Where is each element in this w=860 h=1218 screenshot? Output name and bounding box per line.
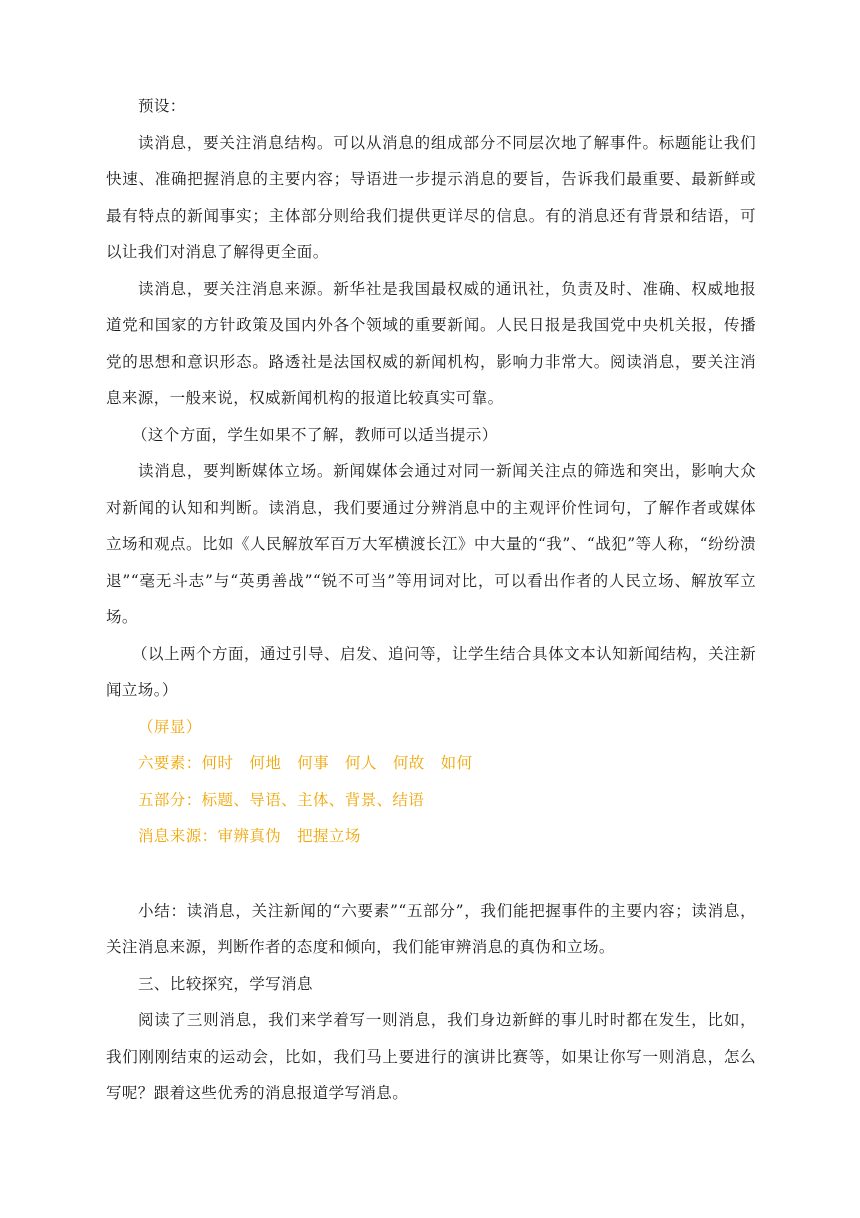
five-parts-line: 五部分：标题、导语、主体、背景、结语 xyxy=(138,790,425,809)
source-line xyxy=(106,818,756,855)
screen-display-label: （屏显） xyxy=(138,717,202,736)
element-when: 何时 xyxy=(201,754,234,772)
paragraph-structure: 读消息，要关注消息结构。可以从消息的组成部分不同层次地了解事件。标题能让我们快速、准确把握消息的主要内容；导语进一步提示消息的要旨，告诉我们最重要、最新鲜或最有特点的新闻事实；主体部分则给我们提供更详尽的信息。有的消息还有背景和结语，可以让我们对消息了解得更全面。 xyxy=(106,133,756,261)
paragraph-source: 读消息，要关注消息来源。新华社是我国最权威的通讯社，负责及时、准确、权威地报道党和国家的方针政策及国内外各个领域的重要新闻。人民日报是我国党中央机关报，传播党的思想和意识形态。路透社是法国权威的新闻机构，影响力非常大。阅读消息，要关注消息来源，一般来说，权威新闻机构的报道比较真实可靠。 xyxy=(106,279,756,407)
section-heading: 三、比较探究，学写消息 xyxy=(138,974,313,993)
source-item-verify: 审辨真伪 xyxy=(217,827,282,845)
preset-label: 预设： xyxy=(138,97,186,115)
source-item-stance: 把握立场 xyxy=(297,827,361,845)
element-how: 如何 xyxy=(440,754,473,772)
teacher-note-1: （这个方面，学生如果不了解，教师可以适当提示） xyxy=(132,425,498,444)
teacher-note-2: （以上两个方面，通过引导、启发、追问等，让学生结合具体文本认知新闻结构，关注新闻立场。） xyxy=(106,644,756,699)
element-why: 何故 xyxy=(392,754,425,772)
element-where: 何地 xyxy=(249,754,282,772)
source-prefix: 消息来源： xyxy=(138,827,218,845)
summary-paragraph: 小结：读消息，关注新闻的“六要素”“五部分”，我们能把握事件的主要内容；读消息，关注消息来源，判断作者的态度和倾向，我们能审辨消息的真伪和立场。 xyxy=(106,901,756,956)
document-page xyxy=(106,88,756,1112)
element-what: 何事 xyxy=(297,754,330,772)
paragraph-stance: 读消息，要判断媒体立场。新闻媒体会通过对同一新闻关注点的筛选和突出，影响大众对新闻的认知和判断。读消息，我们要通过分辨消息中的主观评价性词句，了解作者或媒体立场和观点。比如《人民解放军百万大军横渡长江》中大量的“我”、“战犯”等人称，“纷纷溃退”“毫无斗志”与“英勇善战”“锐不可当”等用词对比，可以看出作者的人民立场、解放军立场。 xyxy=(106,462,756,626)
six-elements-line xyxy=(106,745,756,782)
blank-line xyxy=(106,855,756,893)
element-who: 何人 xyxy=(345,754,377,772)
screen-display-block xyxy=(106,709,756,855)
writing-paragraph: 阅读了三则消息，我们来学着写一则消息，我们身边新鲜的事儿时时都在发生，比如，我们刚刚结束的运动会，比如，我们马上要进行的演讲比赛等，如果让你写一则消息，怎么写呢？跟着这些优秀的消息报道学写消息。 xyxy=(106,1011,756,1102)
six-elements-prefix: 六要素： xyxy=(138,754,202,772)
